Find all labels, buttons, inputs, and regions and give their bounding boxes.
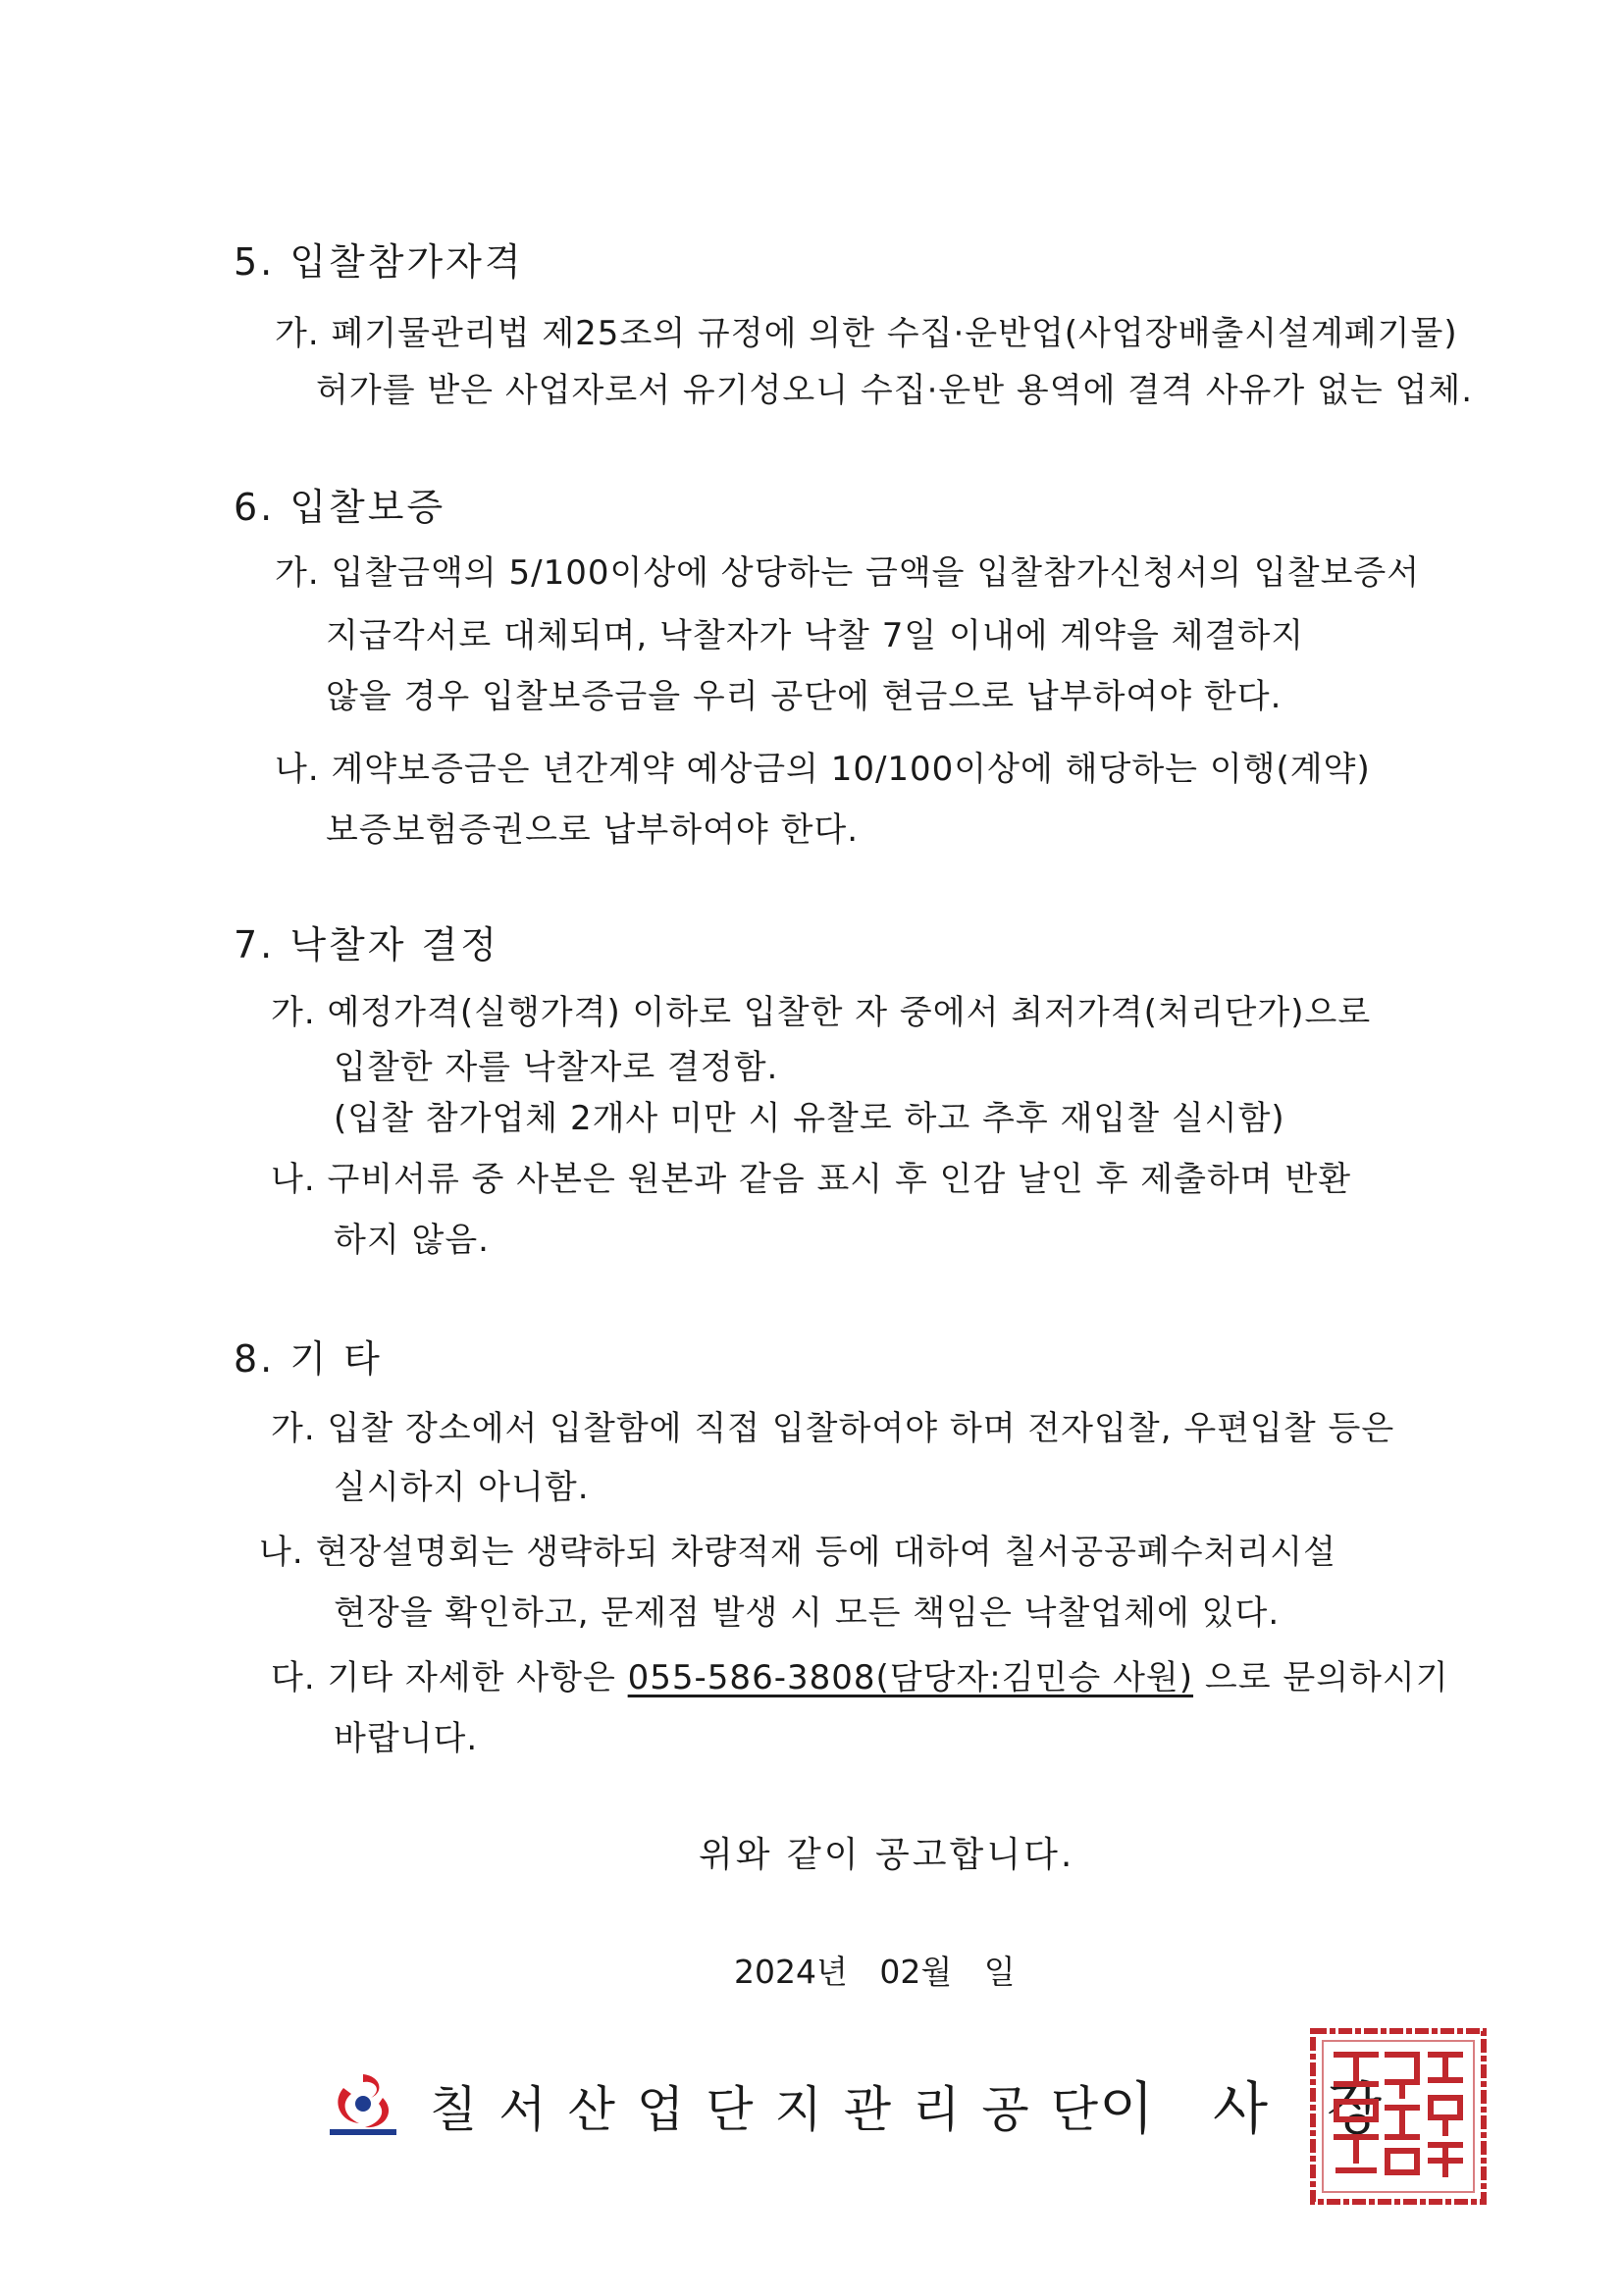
section-6-line-5: 보증보험증권으로 납부하여야 한다. bbox=[326, 810, 860, 850]
section-6-line-1: 가. 입찰금액의 5/100이상에 상당하는 금액을 입찰참가신청서의 입찰보증서 bbox=[275, 553, 1421, 593]
section-8-contact-line bbox=[271, 1650, 1449, 1698]
section-8-line-3: 나. 현장설명회는 생략하되 차량적재 등에 대하여 칠서공공폐수처리시설 bbox=[259, 1533, 1336, 1572]
section-7-line-4: 나. 구비서류 중 사본은 원본과 같음 표시 후 인감 날인 후 제출하며 반환 bbox=[271, 1160, 1352, 1199]
contact-prefix: 다. 기타 자세한 사항은 bbox=[271, 1658, 628, 1697]
section-6-line-4: 나. 계약보증금은 년간계약 예상금의 10/100이상에 해당하는 이행(계약) bbox=[275, 750, 1371, 789]
section-5-title: 5. 입찰참가자격 bbox=[234, 240, 524, 284]
section-7-line-1: 가. 예정가격(실행가격) 이하로 입찰한 자 중에서 최저가격(처리단가)으로 bbox=[271, 993, 1372, 1032]
section-6-line-3: 않을 경우 입찰보증금을 우리 공단에 현금으로 납부하여야 한다. bbox=[326, 677, 1283, 716]
notice-date: 2024년 02월 일 bbox=[734, 1953, 1016, 1991]
section-7-line-3: (입찰 참가업체 2개사 미만 시 유찰로 하고 추후 재입찰 실시함) bbox=[334, 1099, 1285, 1138]
signatory-title: 이사장 bbox=[1099, 2075, 1441, 2142]
section-8-line-1: 가. 입찰 장소에서 입찰함에 직접 입찰하여야 하며 전자입찰, 우편입찰 등은 bbox=[271, 1409, 1395, 1448]
section-8-line-2: 실시하지 아니함. bbox=[334, 1468, 590, 1507]
organization-name: 칠서산업단지관리공단 bbox=[430, 2081, 1120, 2138]
section-7-line-5: 하지 않음. bbox=[334, 1221, 490, 1260]
section-5-line-2: 허가를 받은 사업자로서 유기성오니 수집·운반 용역에 결격 사유가 없는 업체. bbox=[316, 371, 1474, 410]
section-7-title: 7. 낙찰자 결정 bbox=[234, 923, 499, 966]
signature-block bbox=[324, 2051, 1521, 2149]
section-6-title: 6. 입찰보증 bbox=[234, 486, 446, 529]
contact-phone: 055-586-3808(담당자:김민승 사원) bbox=[627, 1658, 1194, 1697]
official-seal-icon bbox=[1305, 2023, 1492, 2210]
section-8-line-6: 바랍니다. bbox=[334, 1719, 479, 1758]
contact-suffix: 으로 문의하시기 bbox=[1193, 1658, 1449, 1697]
section-6-line-2: 지급각서로 대체되며, 낙찰자가 낙찰 7일 이내에 계약을 체결하지 bbox=[326, 616, 1305, 655]
section-5-line-1: 가. 폐기물관리법 제25조의 규정에 의한 수집·운반업(사업장배출시설계폐기물) bbox=[275, 314, 1458, 353]
closing-statement: 위와 같이 공고합니다. bbox=[699, 1835, 1075, 1875]
organization-logo-icon bbox=[324, 2068, 402, 2139]
section-8-line-4: 현장을 확인하고, 문제점 발생 시 모든 책임은 낙찰업체에 있다. bbox=[334, 1593, 1281, 1633]
section-8-title: 8. 기 타 bbox=[234, 1337, 383, 1381]
section-7-line-2: 입찰한 자를 낙찰자로 결정함. bbox=[334, 1048, 779, 1087]
